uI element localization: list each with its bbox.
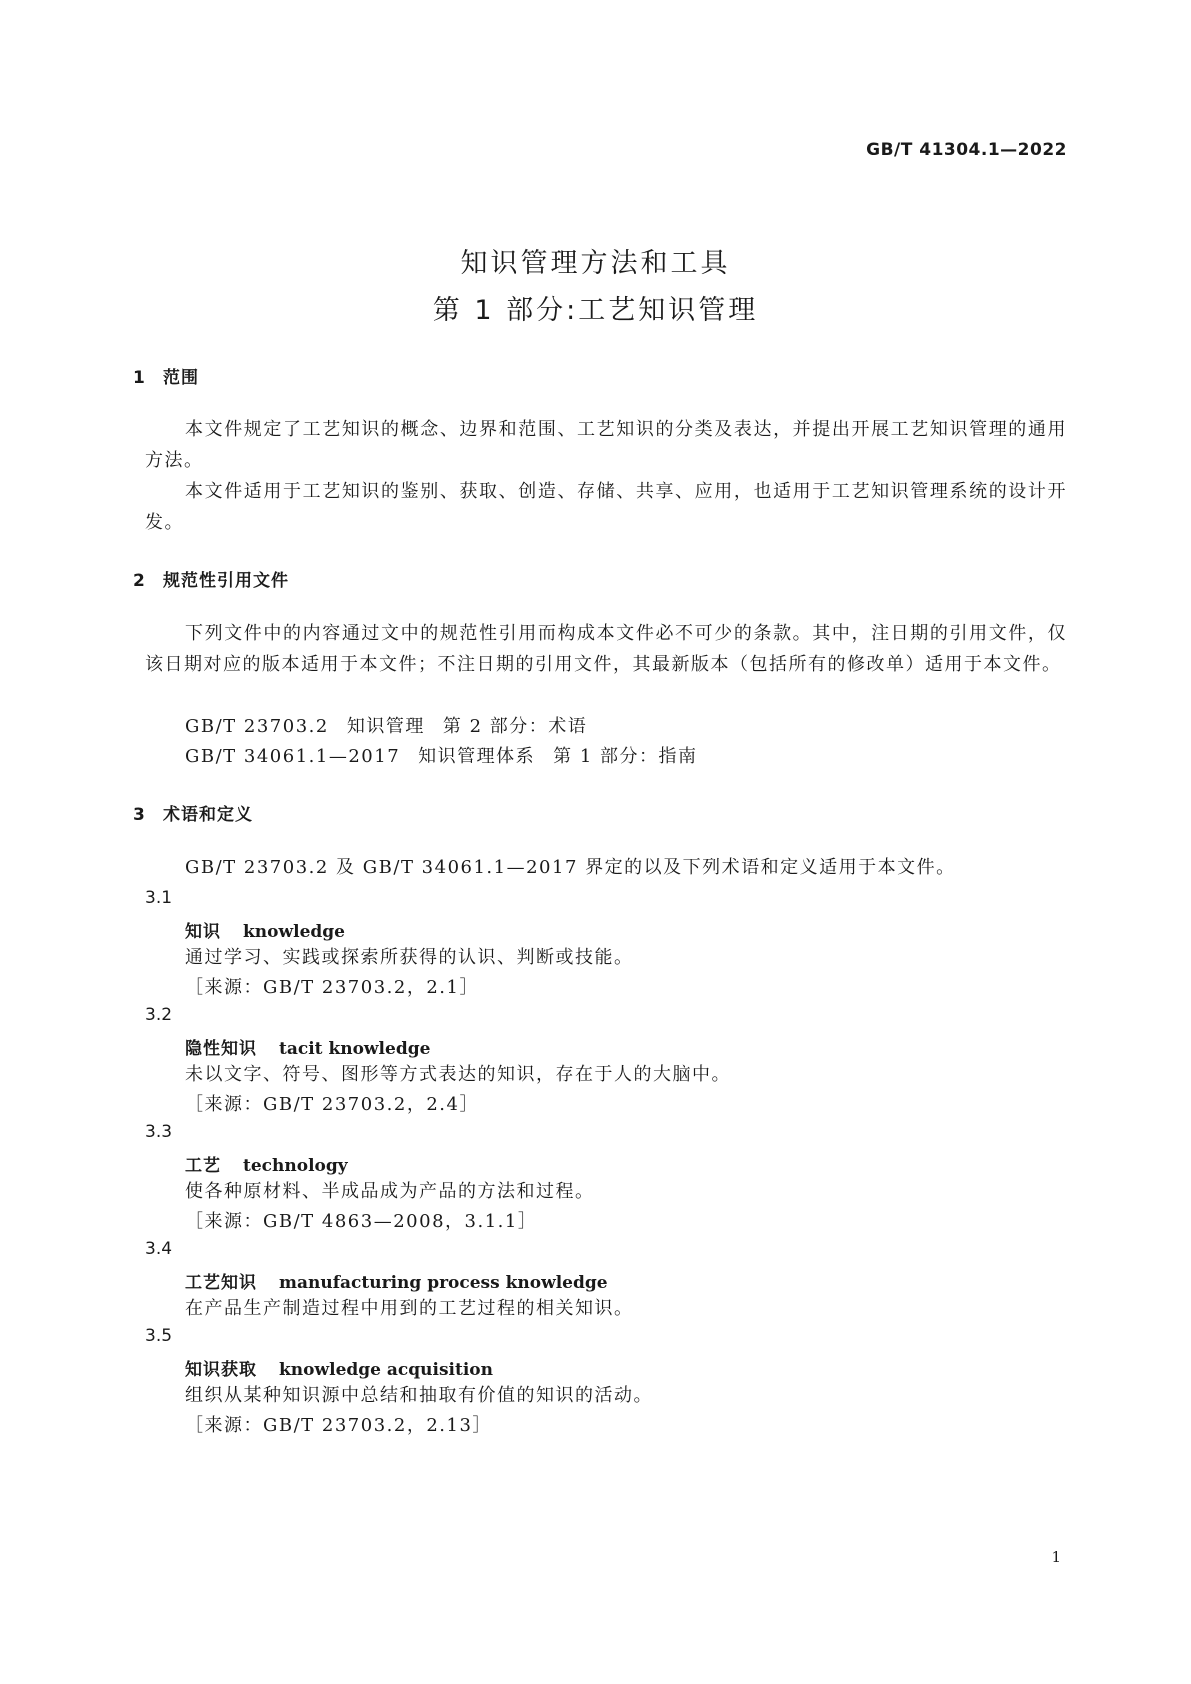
term-number: 3.5 <box>145 1326 173 1346</box>
reference-name: 知识管理 <box>346 716 425 737</box>
term-heading <box>185 1355 493 1380</box>
normative-reference-1 <box>185 711 587 742</box>
term-number: 3.3 <box>145 1122 173 1142</box>
term-number: 3.1 <box>145 888 173 908</box>
term-source: ［来源：GB/T 4863—2008，3.1.1］ <box>185 1211 538 1232</box>
section-number: 2 <box>133 571 146 591</box>
reference-code: GB/T 23703.2 <box>185 716 329 737</box>
term-heading <box>185 1151 348 1176</box>
reference-name: 知识管理体系 <box>418 746 536 767</box>
term-en: manufacturing process knowledge <box>279 1273 608 1293</box>
reference-part: 第 2 部分：术语 <box>442 716 588 737</box>
reference-part: 第 1 部分：指南 <box>553 746 698 767</box>
term-en: knowledge <box>243 922 345 942</box>
term-heading <box>185 1268 608 1293</box>
term-en: knowledge acquisition <box>279 1360 494 1380</box>
section-number: 1 <box>133 368 146 388</box>
term-heading <box>185 917 345 942</box>
term-number: 3.2 <box>145 1005 173 1025</box>
term-source: ［来源：GB/T 23703.2，2.13］ <box>185 1415 492 1436</box>
term-definition: 未以文字、符号、图形等方式表达的知识，存在于人的大脑中。 <box>185 1064 731 1085</box>
section-title: 范围 <box>163 368 199 388</box>
section-3-intro: GB/T 23703.2 及 GB/T 34061.1—2017 界定的以及下列术语和定义适用于本文件。 <box>185 857 956 878</box>
normative-reference-2 <box>185 741 698 772</box>
section-1-paragraph-1: 本文件规定了工艺知识的概念、边界和范围、工艺知识的分类及表达，并提出开展工艺知识管理的通用方法。 <box>145 419 1067 471</box>
term-zh: 工艺知识 <box>185 1273 257 1293</box>
term-en: technology <box>243 1156 348 1176</box>
section-1-heading <box>133 363 199 388</box>
term-number: 3.4 <box>145 1239 173 1259</box>
term-definition: 通过学习、实践或探索所获得的认识、判断或技能。 <box>185 947 634 968</box>
term-heading <box>185 1034 430 1059</box>
term-definition: 组织从某种知识源中总结和抽取有价值的知识的活动。 <box>185 1385 653 1406</box>
document-title-line1: 知识管理方法和工具 <box>460 248 731 279</box>
term-zh: 知识 <box>185 922 221 942</box>
section-3-heading <box>133 800 253 825</box>
reference-code: GB/T 34061.1—2017 <box>185 746 401 767</box>
section-title: 术语和定义 <box>163 805 253 825</box>
term-zh: 知识获取 <box>185 1360 257 1380</box>
section-2-paragraph-1: 下列文件中的内容通过文中的规范性引用而构成本文件必不可少的条款。其中，注日期的引用文件，仅该日期对应的版本适用于本文件；不注日期的引用文件，其最新版本（包括所有的修改单）适用于本文件。 <box>145 623 1067 675</box>
term-definition: 使各种原材料、半成品成为产品的方法和过程。 <box>185 1181 595 1202</box>
standard-number: GB/T 41304.1—2022 <box>866 140 1067 160</box>
term-zh: 工艺 <box>185 1156 221 1176</box>
term-en: tacit knowledge <box>279 1039 431 1059</box>
page-number: 1 <box>1051 1548 1061 1566</box>
term-source: ［来源：GB/T 23703.2，2.1］ <box>185 977 479 998</box>
term-definition: 在产品生产制造过程中用到的工艺过程的相关知识。 <box>185 1298 634 1319</box>
document-title-line2: 第 1 部分:工艺知识管理 <box>432 295 759 326</box>
section-number: 3 <box>133 805 146 825</box>
term-source: ［来源：GB/T 23703.2，2.4］ <box>185 1094 479 1115</box>
section-2-heading <box>133 566 289 591</box>
section-title: 规范性引用文件 <box>163 571 289 591</box>
section-1-paragraph-2: 本文件适用于工艺知识的鉴别、获取、创造、存储、共享、应用，也适用于工艺知识管理系统的设计开发。 <box>145 481 1067 533</box>
term-zh: 隐性知识 <box>185 1039 257 1059</box>
